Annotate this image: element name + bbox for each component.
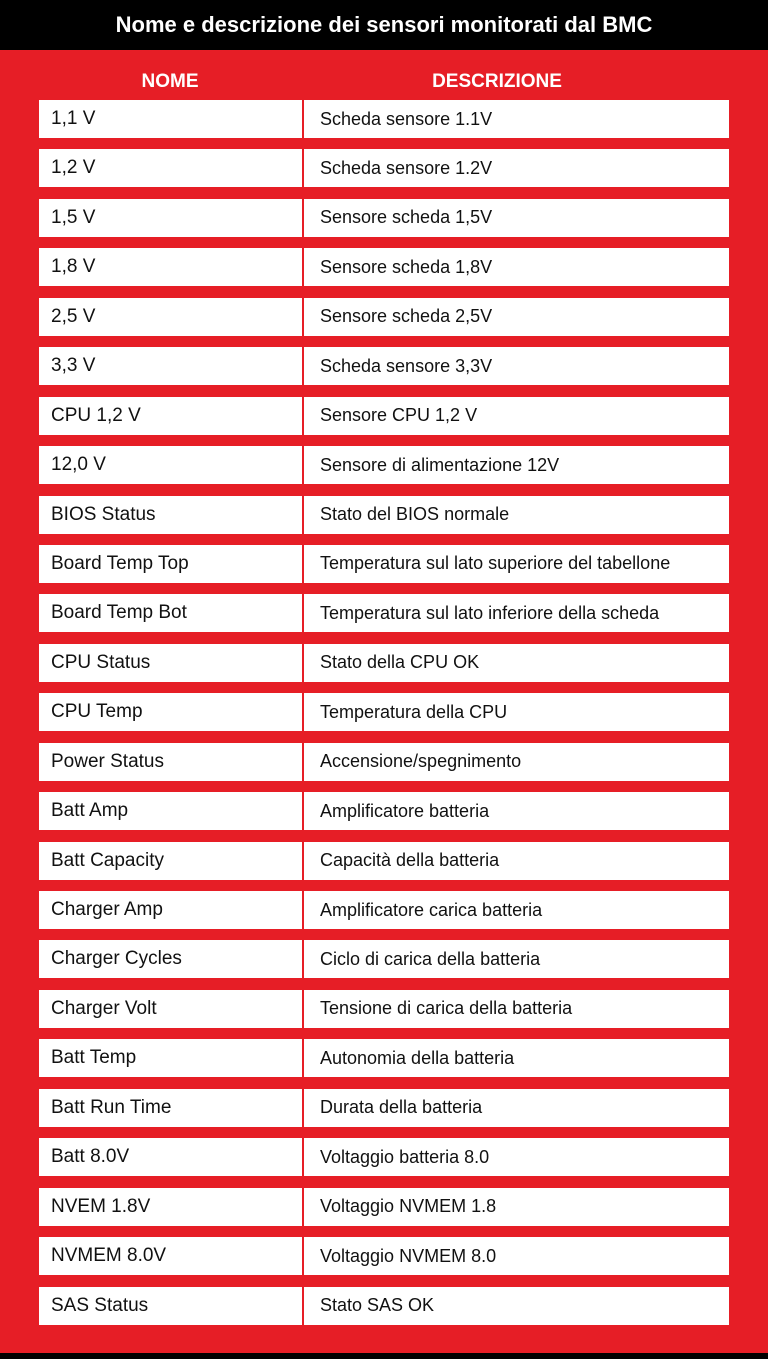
page-title: Nome e descrizione dei sensori monitorati dal BMC xyxy=(0,0,768,50)
sensor-description-cell: Stato della CPU OK xyxy=(304,644,729,682)
sensor-description-cell: Scheda sensore 1.2V xyxy=(304,149,729,187)
sensor-description-cell: Tensione di carica della batteria xyxy=(304,990,729,1028)
sensor-name-cell: CPU Status xyxy=(39,644,302,682)
sensor-name-cell: Charger Amp xyxy=(39,891,302,929)
table-row xyxy=(39,545,729,583)
sensor-name-cell: Charger Cycles xyxy=(39,940,302,978)
sensor-name-cell: 1,8 V xyxy=(39,248,302,286)
sensor-name-cell: CPU Temp xyxy=(39,693,302,731)
table-row xyxy=(39,1287,729,1325)
sensor-description-cell: Durata della batteria xyxy=(304,1089,729,1127)
sensor-description-cell: Sensore scheda 2,5V xyxy=(304,298,729,336)
sensor-description-cell: Stato del BIOS normale xyxy=(304,496,729,534)
sensor-name-cell: 1,1 V xyxy=(39,100,302,138)
table-row xyxy=(39,743,729,781)
sensor-description-cell: Accensione/spegnimento xyxy=(304,743,729,781)
table-row xyxy=(39,891,729,929)
sensor-description-cell: Temperatura della CPU xyxy=(304,693,729,731)
sensor-name-cell: BIOS Status xyxy=(39,496,302,534)
table-row xyxy=(39,1237,729,1275)
sensor-description-cell: Sensore scheda 1,5V xyxy=(304,199,729,237)
sensor-description-cell: Voltaggio NVMEM 8.0 xyxy=(304,1237,729,1275)
sensor-name-cell: Charger Volt xyxy=(39,990,302,1028)
table-header xyxy=(0,68,768,98)
sensor-description-cell: Temperatura sul lato superiore del tabellone xyxy=(304,545,729,583)
sensor-name-cell: 1,5 V xyxy=(39,199,302,237)
sensor-table xyxy=(39,100,729,1336)
table-row xyxy=(39,594,729,632)
table-row xyxy=(39,792,729,830)
table-row xyxy=(39,397,729,435)
sensor-name-cell: SAS Status xyxy=(39,1287,302,1325)
table-row xyxy=(39,149,729,187)
table-row xyxy=(39,990,729,1028)
sensor-description-cell: Sensore di alimentazione 12V xyxy=(304,446,729,484)
sensor-name-cell: Batt Temp xyxy=(39,1039,302,1077)
table-row xyxy=(39,693,729,731)
sensor-name-cell: 3,3 V xyxy=(39,347,302,385)
sensor-description-cell: Amplificatore batteria xyxy=(304,792,729,830)
sensor-description-cell: Scheda sensore 3,3V xyxy=(304,347,729,385)
table-row xyxy=(39,199,729,237)
sensor-name-cell: NVMEM 8.0V xyxy=(39,1237,302,1275)
bottom-border xyxy=(0,1353,768,1359)
sensor-description-cell: Capacità della batteria xyxy=(304,842,729,880)
sensor-description-cell: Scheda sensore 1.1V xyxy=(304,100,729,138)
table-row xyxy=(39,1138,729,1176)
table-row xyxy=(39,1188,729,1226)
column-header-name: NOME xyxy=(141,71,199,92)
table-row xyxy=(39,248,729,286)
table-row xyxy=(39,446,729,484)
table-row xyxy=(39,100,729,138)
sensor-description-cell: Sensore CPU 1,2 V xyxy=(304,397,729,435)
sensor-description-cell: Sensore scheda 1,8V xyxy=(304,248,729,286)
sensor-name-cell: 2,5 V xyxy=(39,298,302,336)
sensor-description-cell: Ciclo di carica della batteria xyxy=(304,940,729,978)
sensor-name-cell: 1,2 V xyxy=(39,149,302,187)
table-row xyxy=(39,347,729,385)
table-row xyxy=(39,940,729,978)
sensor-name-cell: 12,0 V xyxy=(39,446,302,484)
sensor-description-cell: Autonomia della batteria xyxy=(304,1039,729,1077)
sensor-name-cell: Batt Run Time xyxy=(39,1089,302,1127)
table-row xyxy=(39,842,729,880)
sensor-name-cell: NVEM 1.8V xyxy=(39,1188,302,1226)
table-row xyxy=(39,496,729,534)
sensor-description-cell: Temperatura sul lato inferiore della scheda xyxy=(304,594,729,632)
sensor-name-cell: Power Status xyxy=(39,743,302,781)
sensor-name-cell: Batt Capacity xyxy=(39,842,302,880)
sensor-name-cell: Board Temp Bot xyxy=(39,594,302,632)
sensor-description-cell: Stato SAS OK xyxy=(304,1287,729,1325)
column-header-description: DESCRIZIONE xyxy=(432,71,562,92)
sensor-name-cell: CPU 1,2 V xyxy=(39,397,302,435)
sensor-description-cell: Amplificatore carica batteria xyxy=(304,891,729,929)
sensor-name-cell: Batt Amp xyxy=(39,792,302,830)
table-row xyxy=(39,644,729,682)
sensor-name-cell: Batt 8.0V xyxy=(39,1138,302,1176)
table-row xyxy=(39,1039,729,1077)
sensor-description-cell: Voltaggio NVMEM 1.8 xyxy=(304,1188,729,1226)
table-row xyxy=(39,298,729,336)
table-row xyxy=(39,1089,729,1127)
sensor-name-cell: Board Temp Top xyxy=(39,545,302,583)
sensor-description-cell: Voltaggio batteria 8.0 xyxy=(304,1138,729,1176)
